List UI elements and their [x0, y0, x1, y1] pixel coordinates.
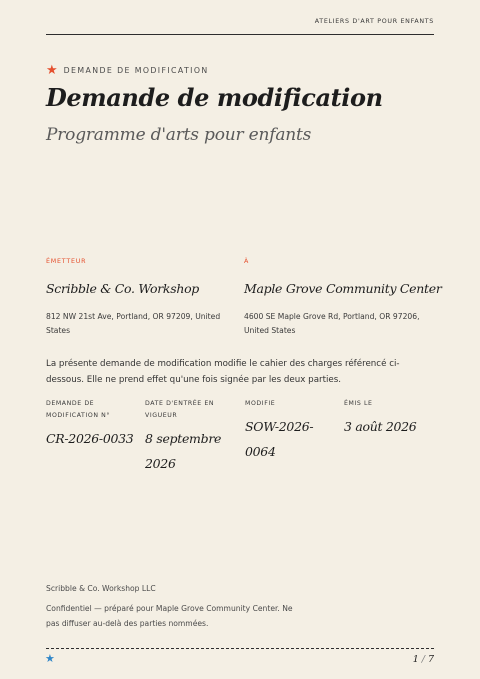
field-value: CR-2026-0033 — [46, 431, 134, 446]
intro-paragraph: La présente demande de modification modifie le cahier des charges référencé ci-dessous. Elle ne prend effet qu'une fois signée par les deux parties. — [46, 359, 400, 385]
field-change-request-number — [46, 398, 138, 451]
page-number — [413, 654, 434, 665]
issuer-address: 812 NW 21st Ave, Portland, OR 97209, United States — [46, 312, 221, 335]
field-label: DEMANDE DE MODIFICATION N° — [46, 400, 111, 419]
field-label: MODIFIE — [245, 400, 276, 407]
top-divider — [46, 34, 434, 35]
recipient-label: À — [244, 258, 250, 265]
field-effective-date — [145, 398, 237, 476]
page-separator: / — [421, 654, 425, 665]
page-title: Demande de modification — [46, 83, 383, 112]
field-value: SOW-2026-0064 — [245, 419, 314, 459]
issuer-label: ÉMETTEUR — [46, 258, 87, 265]
eyebrow-text: DEMANDE DE MODIFICATION — [63, 66, 209, 75]
issuer-block — [46, 258, 236, 338]
field-value: 8 septembre 2026 — [145, 431, 222, 471]
page-current: 1 — [412, 654, 419, 665]
recipient-block — [244, 258, 442, 338]
star-icon: ★ — [46, 63, 58, 78]
recipient-address: 4600 SE Maple Grove Rd, Portland, OR 97206, United States — [244, 312, 420, 335]
field-label: DATE D'ENTRÉE EN VIGUEUR — [145, 400, 215, 419]
field-value: 3 août 2026 — [344, 419, 417, 434]
field-issued-on — [344, 398, 436, 439]
field-amends — [245, 398, 337, 464]
confidential-notice: Confidentiel — préparé pour Maple Grove Community Center. Ne pas diffuser au-delà des parties nommées. — [46, 604, 293, 628]
org-label: ATELIERS D'ART POUR ENFANTS — [314, 18, 434, 25]
recipient-name: Maple Grove Community Center — [244, 281, 442, 296]
star-icon: ★ — [45, 652, 55, 665]
company-name: Scribble & Co. Workshop LLC — [46, 584, 156, 593]
page-total: 7 — [427, 654, 434, 665]
field-label: ÉMIS LE — [344, 400, 373, 407]
issuer-name: Scribble & Co. Workshop — [46, 281, 199, 296]
page-subtitle: Programme d'arts pour enfants — [46, 125, 312, 145]
doc-eyebrow — [46, 64, 209, 77]
footer-divider — [46, 648, 434, 649]
